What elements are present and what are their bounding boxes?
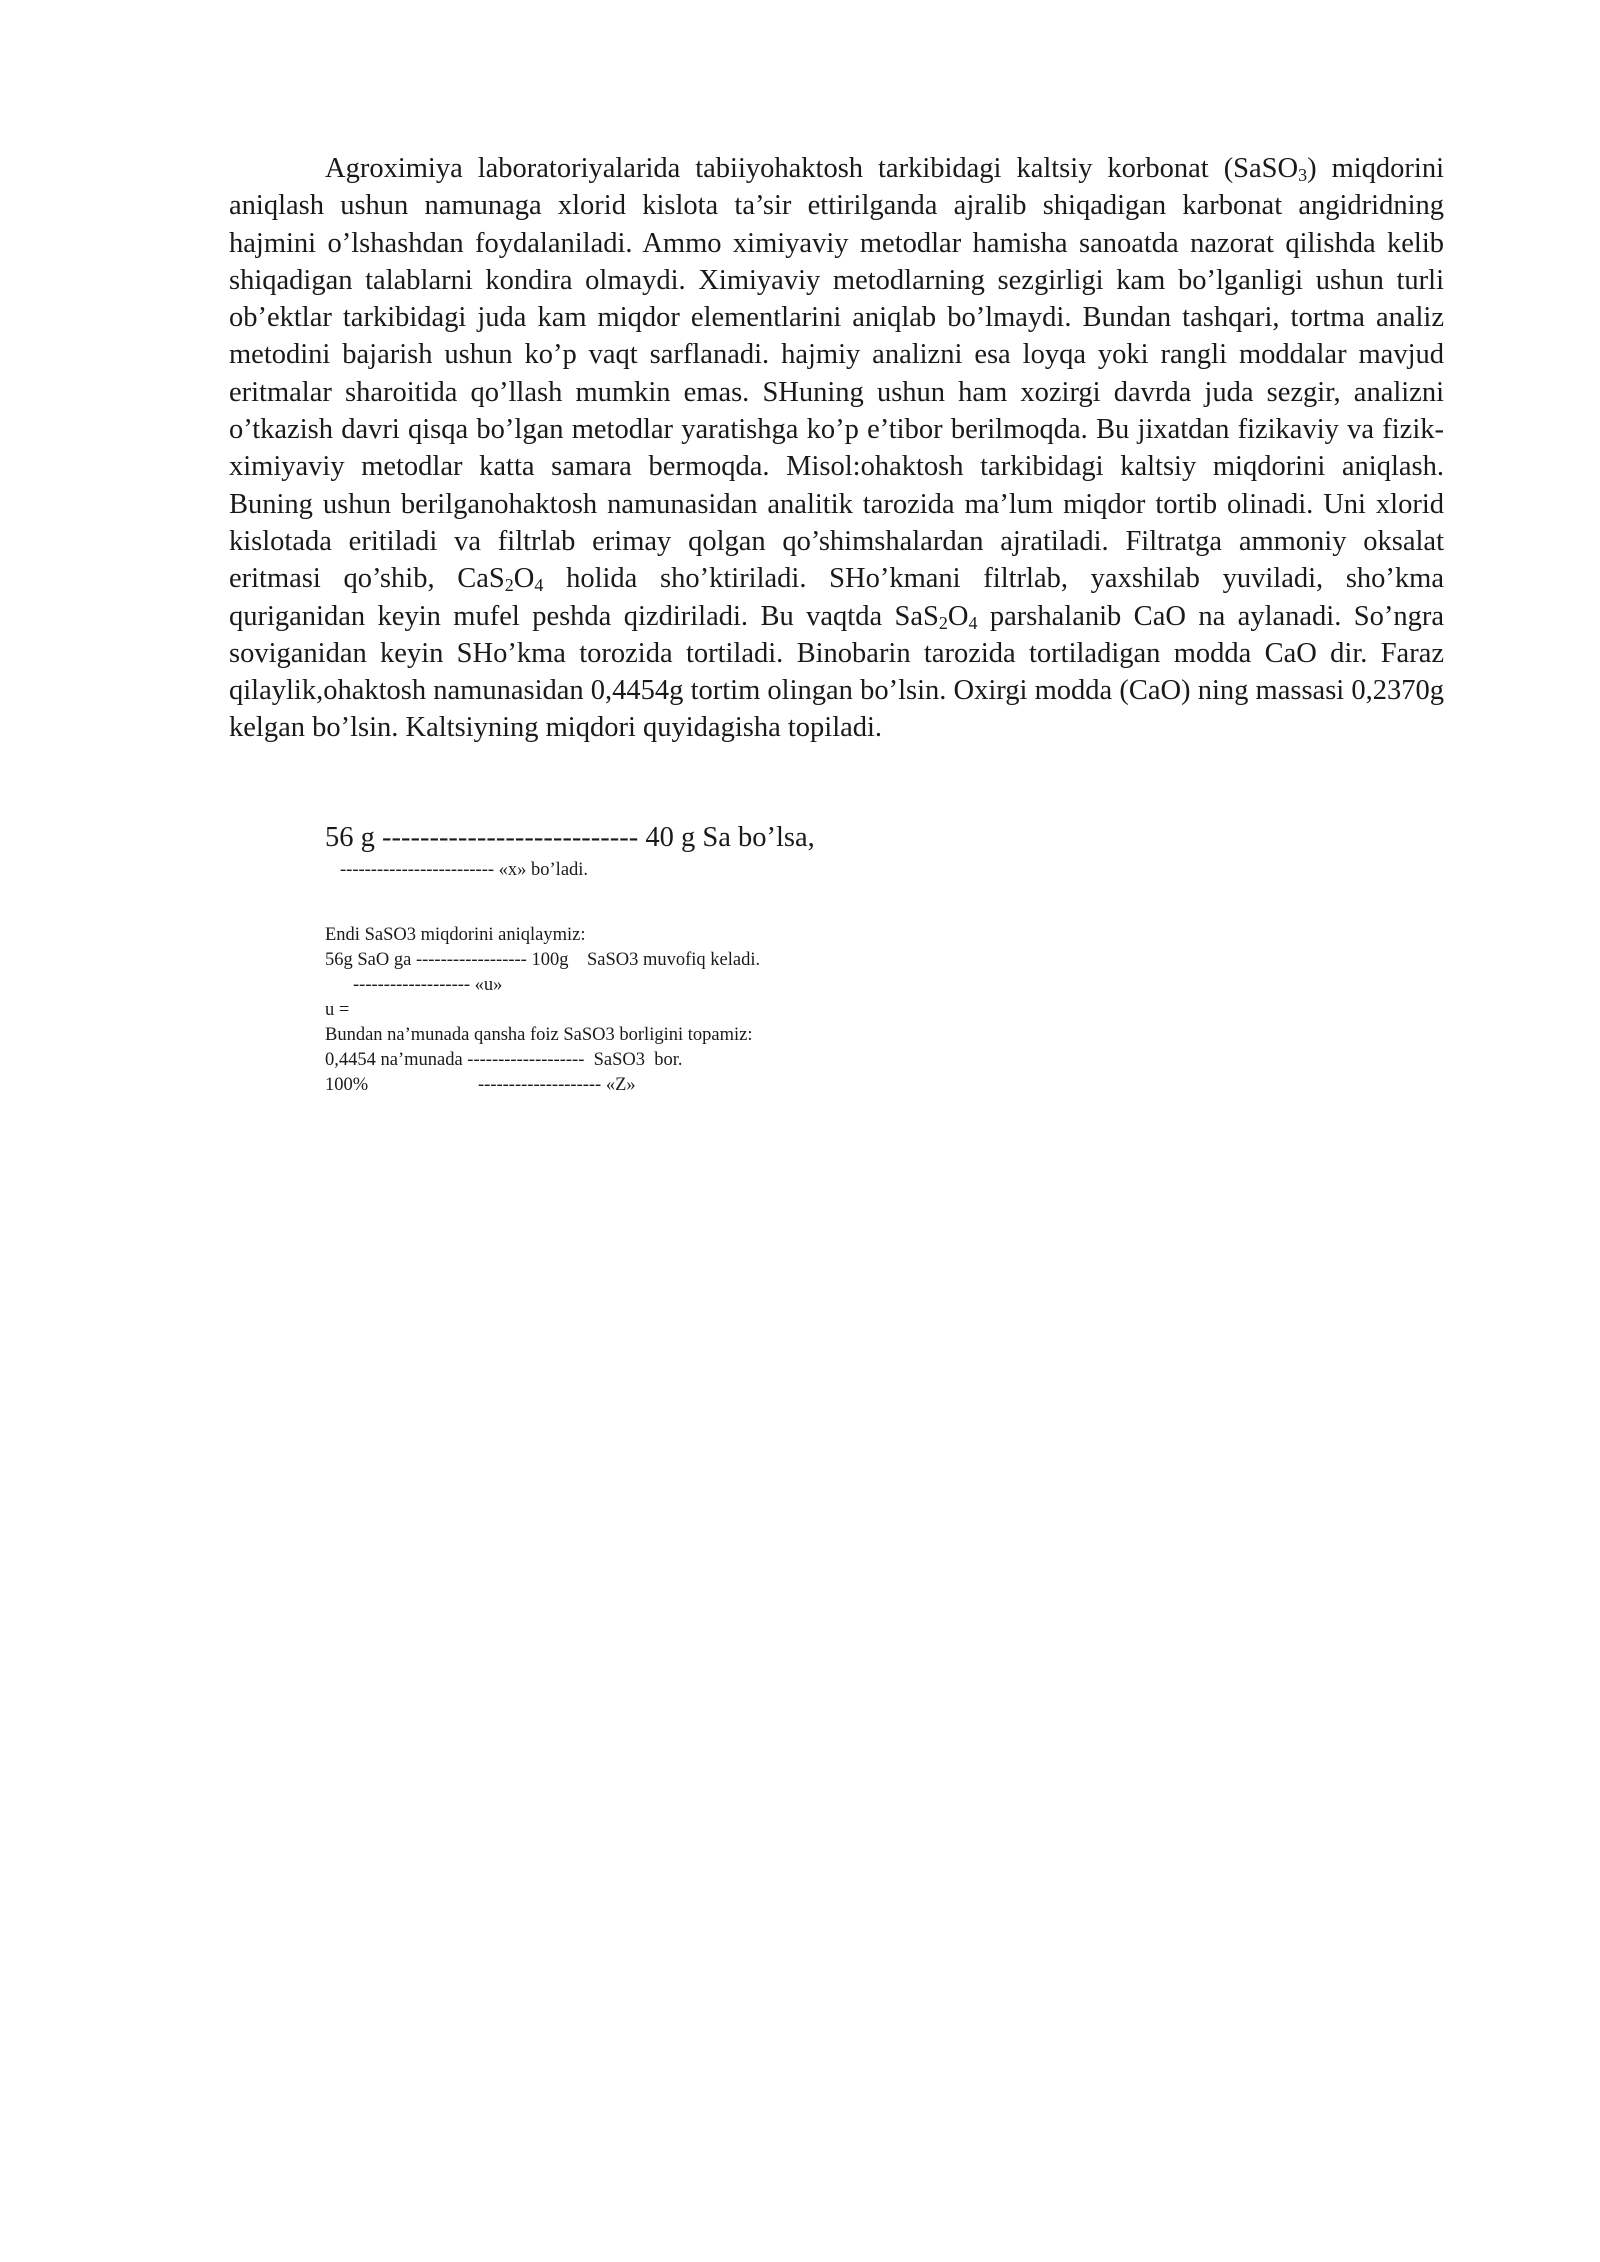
calc-line-2: ------------------------- «x» bo’ladi. xyxy=(340,860,589,880)
calc-line-8: 0,4454 na’munada ------------------- SaSO3 bor. xyxy=(325,1050,683,1070)
calc-line-3: Endi SaSO3 miqdorini aniqlaymiz: xyxy=(325,925,586,945)
main-paragraph xyxy=(229,150,1444,747)
calc-line-5: ------------------- «u» xyxy=(353,975,503,995)
paragraph-text-2: ) miqdorini aniqlash ushun namunaga xlorid kislota ta’sir ettirilganda ajralib shiqadigan karbonat angidridning hajmini o’lshashdan foydalaniladi. Ammo ximiyaviy metodlar hamisha sanoatda nazorat qilishda kelib shiqadigan talablarni kondira olmaydi. Ximiyaviy metodlarning sezgirligi kam bo’lganligi ushun turli ob’ektlar tarkibidagi juda kam miqdor elementlarini aniqlab bo’lmaydi. Bundan tashqari, tortma analiz metodini bajarish ushun ko’p vaqt sarflanadi. hajmiy analizni esa loyqa yoki rangli moddalar mavjud eritmalar sharoitida qo’llash mumkin emas. SHuning ushun ham xozirgi davrda juda sezgir, analizni o’tkazish davri qisqa bo’lgan metodlar yaratishga ko’p e’tibor berilmoqda. Bu jixatdan fizikaviy va fizik-ximiyaviy metodlar katta samara bermoqda. Misol:ohaktosh tarkibidagi kaltsiy miqdorini aniqlash. Buning ushun berilganohaktosh namunasidan analitik tarozida ma’lum miqdor tortib olinadi. Uni xlorid kislotada eritiladi va filtrlab erimay qolgan qo’shimshalardan ajratiladi. Filtratga ammoniy oksalat eritmasi qo’shib, CaS xyxy=(229,153,1445,595)
paragraph-text-6: parshalanib CaO na aylanadi. So’ngra soviganidan keyin SHo’kma torozida tortiladi. Binobarin tarozida tortiladigan modda CaO dir. Faraz qilaylik,ohaktosh namunasidan 0,4454g tortim olingan bo’lsin. Oxirgi modda (CaO) ning massasi 0,2370g kelgan bo’lsin. Kaltsiyning miqdori quyidagisha topiladi. xyxy=(229,600,1444,744)
calc-line-9-right: -------------------- «Z» xyxy=(478,1075,636,1095)
calc-line-9-left: 100% xyxy=(325,1075,369,1095)
subscript: 3 xyxy=(1298,165,1308,185)
subscript: 2 xyxy=(504,575,514,596)
calc-line-7: Bundan na’munada qansha foiz SaSO3 borligini topamiz: xyxy=(325,1025,753,1045)
paragraph-text-4: holida sho’ktiriladi. SHo’kmani filtrlab, yaxshilab yuviladi, sho’kma quriganidan keyin mufel peshda qizdiriladi. Bu vaqtda SaS xyxy=(229,563,1444,632)
paragraph-text-5: O xyxy=(947,600,969,632)
paragraph-text-3: O xyxy=(513,563,535,595)
paragraph-text-1: Agroximiya laboratoriyalarida tabiiyohaktosh tarkibidagi kaltsiy korbonat (SaSO xyxy=(325,153,1299,184)
calc-line-4: 56g SaO ga ------------------ 100g SaSO3 muvofiq keladi. xyxy=(325,950,761,970)
subscript: 2 xyxy=(938,612,948,633)
subscript: 4 xyxy=(534,575,544,596)
calc-line-6: u = xyxy=(325,1000,350,1020)
subscript: 4 xyxy=(968,612,978,633)
calc-line-1: 56 g --------------------------- 40 g Sa bo’lsa, xyxy=(325,822,815,853)
